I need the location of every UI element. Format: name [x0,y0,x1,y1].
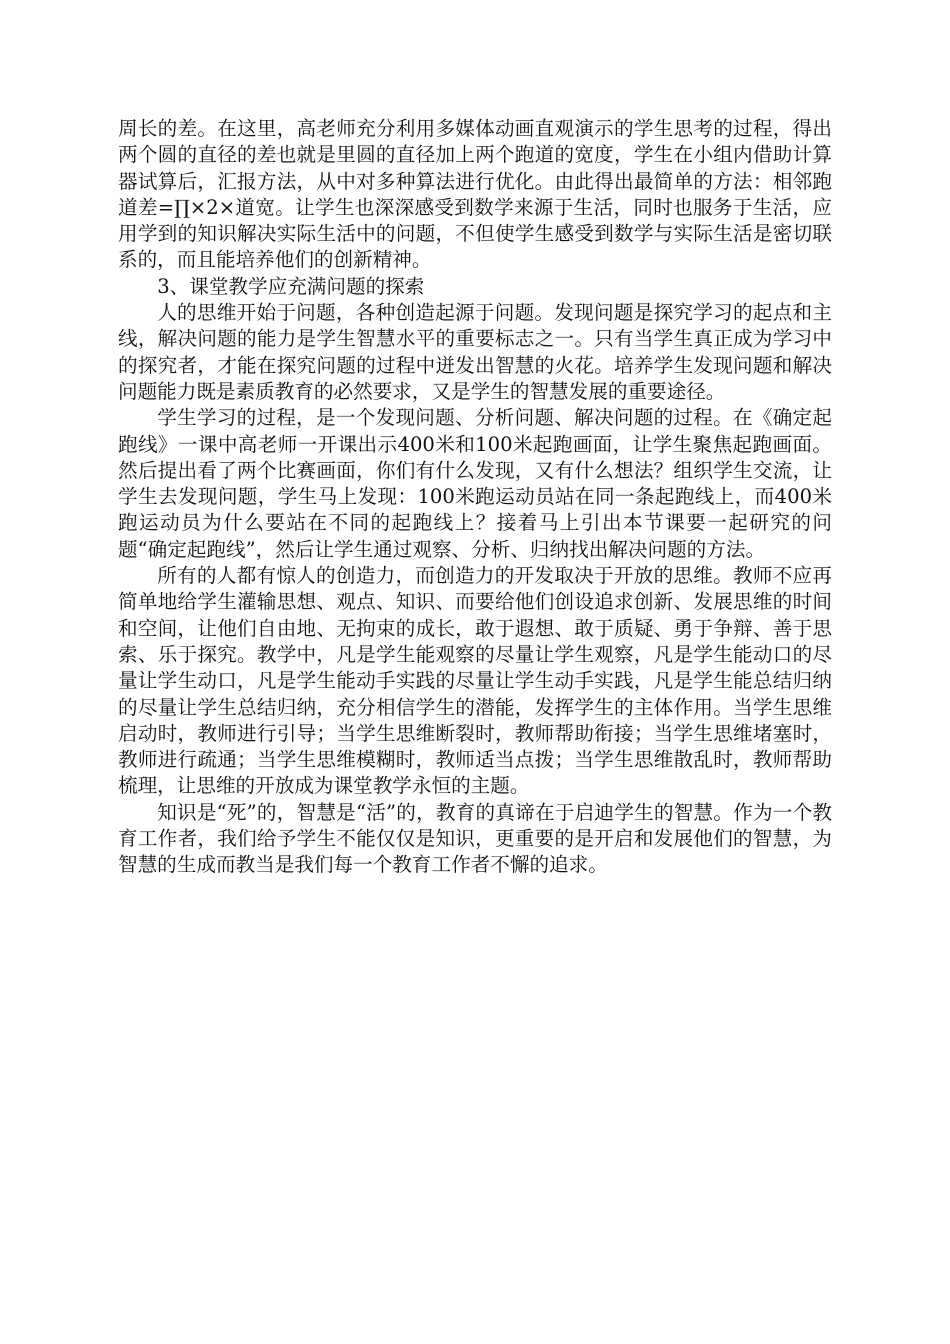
paragraph: 所有的人都有惊人的创造力，而创造力的开发取决于开放的思维。教师不应再简单地给学生灌输思想、观点、知识、而要给他们创设追求创新、发展思维的时间和空间，让他们自由地、无拘束的成长，敢于遐想、敢于质疑、勇于争辩、善于思索、乐于探究。教学中，凡是学生能观察的尽量让学生观察，凡是学生能动口的尽量让学生动口，凡是学生能动手实践的尽量让学生动手实践，凡是学生能总结归纳的尽量让学生总结归纳，充分相信学生的潜能，发挥学生的主体作用。当学生思维启动时，教师进行引导；当学生思维断裂时，教师帮助衔接；当学生思维堵塞时，教师进行疏通；当学生思维模糊时，教师适当点拨；当学生思维散乱时，教师帮助梳理，让思维的开放成为课堂教学永恒的主题。 [118,564,832,798]
paragraph: 知识是“死”的，智慧是“活”的，教育的真谛在于启迪学生的智慧。作为一个教育工作者，我们给予学生不能仅仅是知识，更重要的是开启和发展他们的智慧，为智慧的生成而教当是我们每一个教育工作者不懈的追求。 [118,800,832,877]
document-body [118,116,832,879]
section-heading: 3、课堂教学应充满问题的探索 [157,274,425,298]
paragraph-continued: 周长的差。在这里，高老师充分利用多媒体动画直观演示的学生思考的过程，得出两个圆的直径的差也就是里圆的直径加上两个跑道的宽度，学生在小组内借助计算器试算后，汇报方法，从中对多种算法进行优化。由此得出最简单的方法：相邻跑道差=∏×2×道宽。让学生也深深感受到数学来源于生活，同时也服务于生活，应用学到的知识解决实际生活中的问题，不但使学生感受到数学与实际生活是密切联系的，而且能培养他们的创新精神。 [118,117,832,272]
paragraph: 学生学习的过程，是一个发现问题、分析问题、解决问题的过程。在《确定起跑线》一课中高老师一开课出示400米和100米起跑画面，让学生聚焦起跑画面。然后提出看了两个比赛画面，你们有什么发现，又有什么想法？组织学生交流，让学生去发现问题，学生马上发现：100米跑运动员站在同一条起跑线上，而400米跑运动员为什么要站在不同的起跑线上？接着马上引出本节课要一起研究的问题“确定起跑线”，然后让学生通过观察、分析、归纳找出解决问题的方法。 [118,406,832,561]
paragraph: 人的思维开始于问题，各种创造起源于问题。发现问题是探究学习的起点和主线，解决问题的能力是学生智慧水平的重要标志之一。只有当学生真正成为学习中的探究者，才能在探究问题的过程中迸发出智慧的火花。培养学生发现问题和解决问题能力既是素质教育的必然要求，又是学生的智慧发展的重要途径。 [118,301,832,403]
